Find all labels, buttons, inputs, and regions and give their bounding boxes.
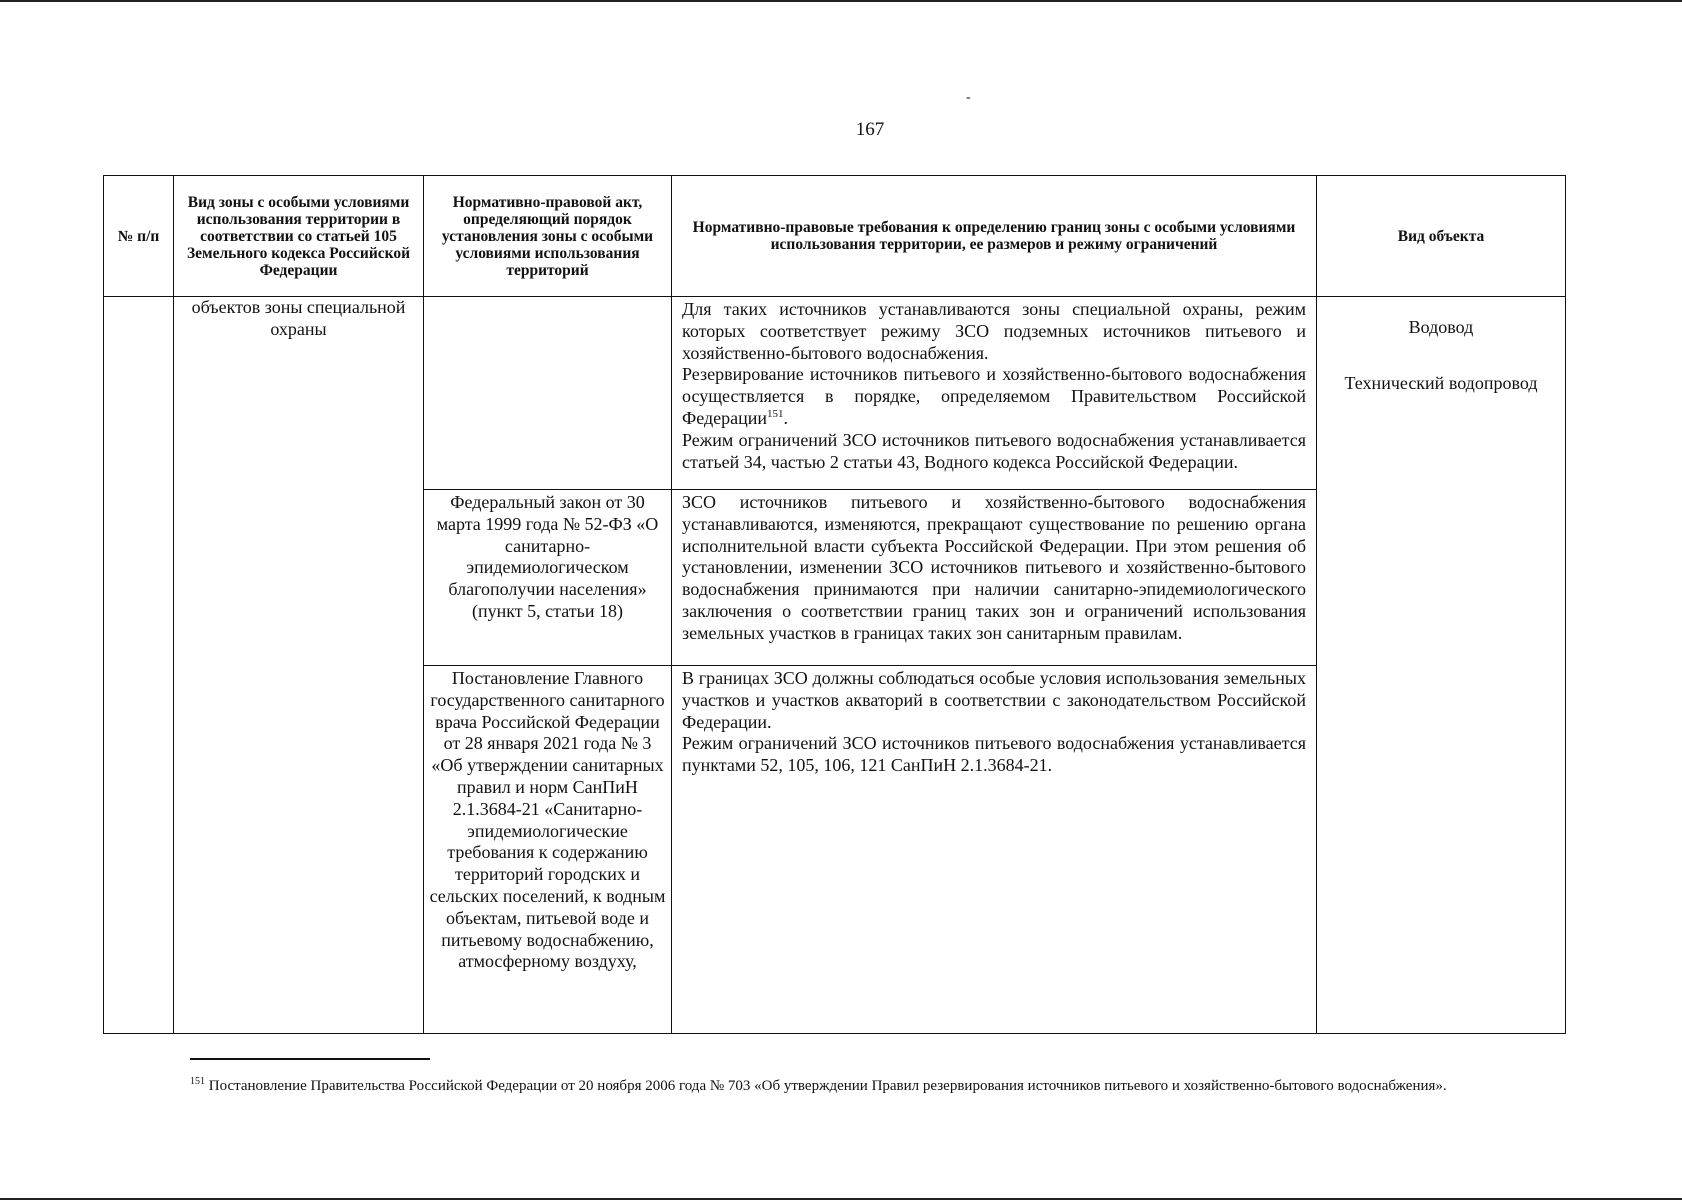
requirement-paragraph: Для таких источников устанавливаются зоны специальной охраны, режим которых соответствует режиму ЗСО подземных источников питьевого и хозяйственно-бытового водоснабжения.	[682, 299, 1306, 363]
cell-requirements	[672, 490, 1317, 666]
cell-legal-act: Федеральный закон от 30 марта 1999 года № 52-ФЗ «О санитарно-эпидемиологическом благополучии населения» (пункт 5, статьи 18)	[424, 490, 672, 666]
page-number: 167	[855, 119, 885, 140]
footnote-text: Постановление Правительства Российской Федерации от 20 ноября 2006 года № 703 «Об утверждении Правил резервирования источников питьевого и хозяйственно-бытового водоснабжения».	[208, 1078, 1447, 1094]
header-num: № п/п	[104, 176, 174, 297]
page-top-edge	[0, 0, 1682, 2]
table-row	[104, 297, 1566, 490]
cell-legal-act: Постановление Главного государственного санитарного врача Российской Федерации от 28 января 2021 года № 3 «Об утверждении санитарных правил и норм СанПиН 2.1.3684-21 «Санитарно-эпидемиологические требования к содержанию территорий городских и сельских поселений, к водным объектам, питьевой воде и питьевому водоснабжению, атмосферному воздуху,	[424, 666, 672, 1034]
header-legal-act: Нормативно-правовой акт, определяющий порядок установления зоны с особыми условиями использования территорий	[424, 176, 672, 297]
table-header-row	[104, 176, 1566, 297]
object-item: Водовод	[1408, 317, 1474, 337]
cell-requirements	[672, 297, 1317, 490]
object-item: Технический водопровод	[1344, 372, 1538, 393]
cell-object-type	[1317, 297, 1566, 1034]
requirement-paragraph: Режим ограничений ЗСО источников питьевого водоснабжения устанавливается пунктами 52, 105, 106, 121 СанПиН 2.1.3684-21.	[682, 733, 1306, 776]
header-requirements: Нормативно-правовые требования к определению границ зоны с особыми условиями использования территории, ее размеров и режиму ограничений	[672, 176, 1317, 297]
footnote-number: 151	[190, 1076, 205, 1087]
header-object-type: Вид объекта	[1317, 176, 1566, 297]
footnote-reference[interactable]: 151	[767, 407, 784, 420]
cell-num	[104, 297, 174, 1034]
header-zone-type: Вид зоны с особыми условиями использования территории в соответствии со статьей 105 Земельного кодекса Российской Федерации	[174, 176, 424, 297]
cell-legal-act	[424, 297, 672, 490]
requirement-paragraph: В границах ЗСО должны соблюдаться особые условия использования земельных участков и участков акваторий в соответствии с законодательством Российской Федерации.	[682, 668, 1306, 732]
footnote-separator	[190, 1058, 430, 1060]
requirement-paragraph: Резервирование источников питьевого и хозяйственно-бытового водоснабжения осуществляется в порядке, определяемом Правительством Российской Федерации$^{151}$.	[682, 364, 1306, 428]
requirements-table	[103, 175, 1566, 1034]
requirement-paragraph: ЗСО источников питьевого и хозяйственно-бытового водоснабжения устанавливаются, изменяются, прекращают существование по решению органа исполнительной власти субъекта Российской Федерации. При этом решения об установлении, изменении ЗСО источников питьевого и хозяйственно-бытового водоснабжения принимаются при наличии санитарно-эпидемиологического заключения о соответствии границ таких зон и ограничений использования земельных участков в границах таких зон санитарным правилам.	[682, 492, 1306, 643]
page-mark: -	[966, 90, 971, 105]
cell-requirements	[672, 666, 1317, 1034]
footnote	[190, 1077, 1562, 1096]
requirement-paragraph: Режим ограничений ЗСО источников питьевого водоснабжения устанавливается статьей 34, частью 2 статьи 43, Водного кодекса Российской Федерации.	[682, 429, 1306, 472]
cell-zone-type: объектов зоны специальной охраны	[174, 297, 424, 1034]
